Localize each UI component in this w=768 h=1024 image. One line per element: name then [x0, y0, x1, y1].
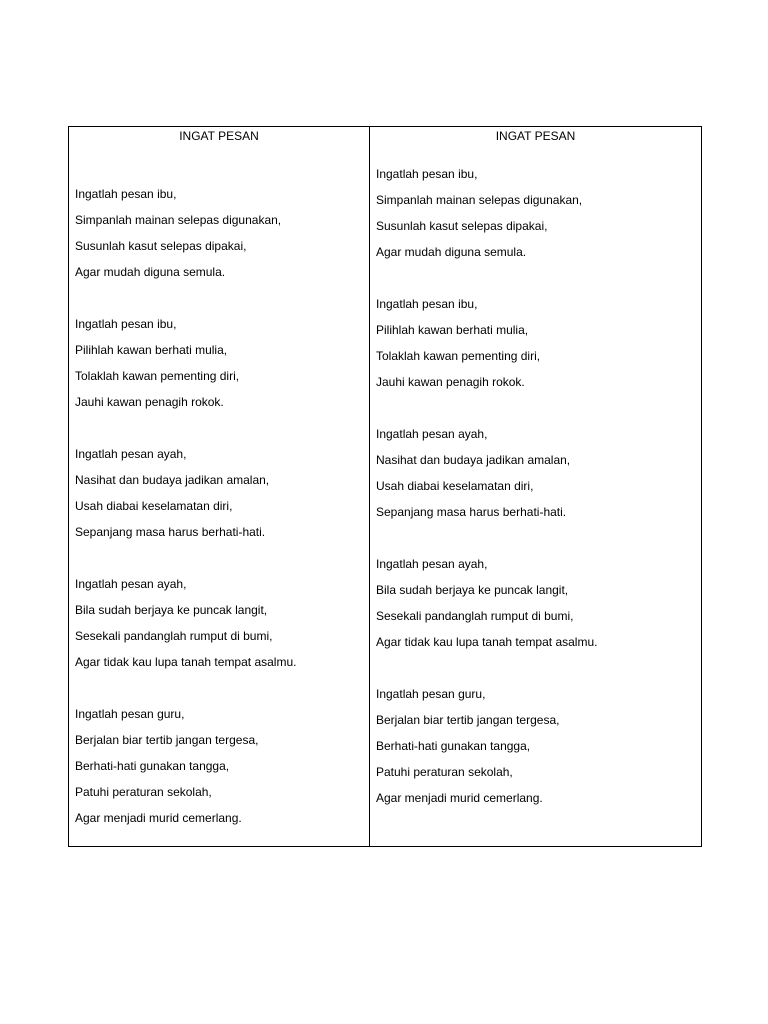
poem-title: INGAT PESAN: [495, 129, 576, 143]
poem-title: INGAT PESAN: [179, 129, 259, 143]
stanza: [376, 551, 701, 655]
poem-table: [68, 126, 702, 847]
poem-line: Sesekali pandanglah rumput di bumi,: [75, 629, 273, 643]
poem-line: Ingatlah pesan ayah,: [75, 447, 187, 461]
poem-line: Pilihlah kawan berhati mulia,: [75, 343, 228, 357]
poem-line: Usah diabai keselamatan diri,: [75, 499, 233, 513]
poem-line: Nasihat dan budaya jadikan amalan,: [75, 473, 270, 487]
poem-line: Ingatlah pesan ibu,: [376, 167, 478, 181]
poem-line: Ingatlah pesan guru,: [75, 707, 185, 721]
poem-line: Tolaklah kawan pementing diri,: [75, 369, 240, 383]
poem-line: Simpanlah mainan selepas digunakan,: [75, 213, 282, 227]
poem-line: Susunlah kasut selepas dipakai,: [376, 219, 548, 233]
stanza: [75, 701, 369, 831]
stanza-list: [376, 161, 701, 811]
poem-line: Ingatlah pesan ibu,: [75, 317, 177, 331]
poem-line: Ingatlah pesan ayah,: [376, 427, 488, 441]
poem-line: Nasihat dan budaya jadikan amalan,: [376, 453, 571, 467]
poem-line: Bila sudah berjaya ke puncak langit,: [376, 583, 569, 597]
poem-line: Patuhi peraturan sekolah,: [75, 785, 212, 799]
poem-line: Agar tidak kau lupa tanah tempat asalmu.: [376, 635, 598, 649]
stanza: [75, 181, 369, 285]
poem-line: Agar mudah diguna semula.: [75, 265, 226, 279]
poem-line: Ingatlah pesan ibu,: [75, 187, 177, 201]
poem-line: Bila sudah berjaya ke puncak langit,: [75, 603, 268, 617]
poem-line: Berhati-hati gunakan tangga,: [75, 759, 230, 773]
stanza: [376, 161, 701, 265]
stanza: [376, 421, 701, 525]
poem-line: Berhati-hati gunakan tangga,: [376, 739, 531, 753]
poem-line: Patuhi peraturan sekolah,: [376, 765, 513, 779]
poem-line: Agar mudah diguna semula.: [376, 245, 527, 259]
poem-line: Jauhi kawan penagih rokok.: [75, 395, 224, 409]
poem-line: Ingatlah pesan ayah,: [376, 557, 488, 571]
poem-line: Agar menjadi murid cemerlang.: [75, 811, 242, 825]
poem-line: Agar tidak kau lupa tanah tempat asalmu.: [75, 655, 297, 669]
poem-line: Tolaklah kawan pementing diri,: [376, 349, 541, 363]
poem-line: Usah diabai keselamatan diri,: [376, 479, 534, 493]
stanza: [376, 291, 701, 395]
poem-line: Berjalan biar tertib jangan tergesa,: [376, 713, 560, 727]
poem-line: Agar menjadi murid cemerlang.: [376, 791, 543, 805]
stanza: [75, 311, 369, 415]
poem-line: Pilihlah kawan berhati mulia,: [376, 323, 529, 337]
poem-line: Berjalan biar tertib jangan tergesa,: [75, 733, 259, 747]
poem-line: Ingatlah pesan guru,: [376, 687, 486, 701]
poem-line: Sesekali pandanglah rumput di bumi,: [376, 609, 574, 623]
stanza: [376, 681, 701, 811]
poem-line: Simpanlah mainan selepas digunakan,: [376, 193, 583, 207]
stanza: [75, 441, 369, 545]
poem-column-left: [69, 127, 370, 846]
poem-line: Ingatlah pesan ayah,: [75, 577, 187, 591]
poem-line: Jauhi kawan penagih rokok.: [376, 375, 525, 389]
poem-line: Susunlah kasut selepas dipakai,: [75, 239, 247, 253]
stanza-list: [75, 181, 369, 831]
poem-column-right: [370, 127, 701, 846]
poem-line: Sepanjang masa harus berhati-hati.: [376, 505, 567, 519]
poem-line: Ingatlah pesan ibu,: [376, 297, 478, 311]
poem-line: Sepanjang masa harus berhati-hati.: [75, 525, 266, 539]
stanza: [75, 571, 369, 675]
